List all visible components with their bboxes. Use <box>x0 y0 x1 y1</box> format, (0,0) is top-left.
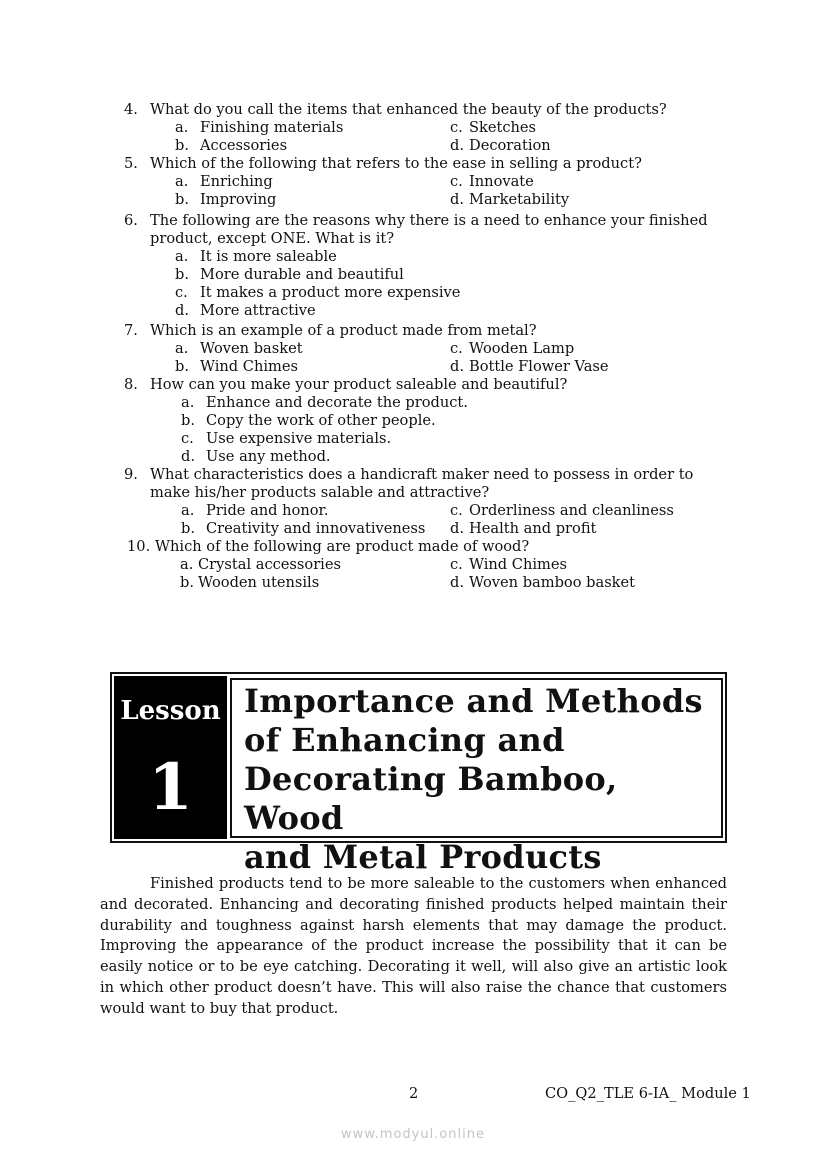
question-number: 9. <box>124 466 138 483</box>
option-letter: d. <box>450 137 464 154</box>
question-number: 7. <box>124 322 138 339</box>
option-text: Pride and honor. <box>206 502 329 519</box>
option-text: Enriching <box>200 173 273 190</box>
option-letter: b. <box>181 412 195 429</box>
question-text: What do you call the items that enhanced the beauty of the products? <box>150 101 667 118</box>
watermark: www.modyul.online <box>340 1127 486 1142</box>
question-number: 4. <box>124 101 138 118</box>
option-letter: c. <box>450 502 463 519</box>
question-text: Which of the following that refers to the ease in selling a product? <box>150 155 642 172</box>
module-code: CO_Q2_TLE 6-IA_ Module 1 <box>545 1085 751 1102</box>
option-text: Woven bamboo basket <box>469 574 636 591</box>
option-text: Creativity and innovativeness <box>206 520 426 537</box>
option-text: Use expensive materials. <box>206 430 392 447</box>
option-text: Wooden Lamp <box>469 340 575 357</box>
question-text: Which is an example of a product made from metal? <box>150 322 537 339</box>
page-number: 2 <box>409 1085 419 1102</box>
question-number: 6. <box>124 212 138 229</box>
option-text: Wind Chimes <box>469 556 567 573</box>
option-text: Wind Chimes <box>200 358 298 375</box>
option-text: Use any method. <box>206 448 331 465</box>
option-letter: b. <box>175 137 189 154</box>
option-letter: d. <box>450 574 464 591</box>
option-letter: a. <box>181 394 195 411</box>
question-text: How can you make your product saleable and beautiful? <box>150 376 568 393</box>
option-letter: a. <box>175 173 189 190</box>
option-text: Improving <box>200 191 277 208</box>
option-letter: b. <box>181 520 195 537</box>
option-text: It makes a product more expensive <box>200 284 461 301</box>
lesson-label: Lesson <box>120 696 221 726</box>
question-number: 10. <box>127 538 151 555</box>
option-text: Finishing materials <box>200 119 344 136</box>
option-letter: b. <box>180 574 194 591</box>
option-letter: a. <box>181 502 195 519</box>
option-text: Bottle Flower Vase <box>469 358 609 375</box>
option-letter: a. <box>175 119 189 136</box>
option-letter: d. <box>450 191 464 208</box>
question-text: make his/her products salable and attractive? <box>150 484 490 501</box>
option-text: Decoration <box>469 137 551 154</box>
option-text: Accessories <box>200 137 288 154</box>
option-text: Sketches <box>469 119 537 136</box>
option-text: Woven basket <box>200 340 303 357</box>
option-letter: d. <box>175 302 189 319</box>
question-text: What characteristics does a handicraft maker need to possess in order to <box>150 466 694 483</box>
question-number: 8. <box>124 376 138 393</box>
lesson-title-line: Decorating Bamboo, Wood <box>244 760 618 837</box>
option-letter: b. <box>175 266 189 283</box>
lesson-title <box>244 682 719 877</box>
option-text: Wooden utensils <box>198 574 320 591</box>
lesson-title-line: and Metal Products <box>244 838 602 876</box>
question-text: Which of the following are product made of wood? <box>155 538 530 555</box>
option-text: Health and profit <box>469 520 597 537</box>
lesson-title-line: Importance and Methods <box>244 682 703 720</box>
lesson-intro-paragraph: Finished products tend to be more saleable to the customers when enhanced and decorated. Enhancing and decorating finished products helped maintain their durability and toughness against harsh elements that may damage the product. Improving the appearance of the product increase the possibility that it can be easily notice or to be eye catching. Decorating it well, will also give an artistic look in which other product doesn’t have. This will also raise the chance that customers would want to buy that product. <box>100 875 727 1017</box>
question-text: product, except ONE. What is it? <box>150 230 395 247</box>
option-letter: a. <box>180 556 194 573</box>
option-letter: b. <box>175 358 189 375</box>
option-letter: c. <box>181 430 194 447</box>
option-letter: d. <box>181 448 195 465</box>
question-text: The following are the reasons why there is a need to enhance your finished <box>150 212 708 229</box>
option-text: More durable and beautiful <box>200 266 404 283</box>
question-number: 5. <box>124 155 138 172</box>
option-text: More attractive <box>200 302 316 319</box>
lesson-title-box <box>230 678 723 876</box>
option-text: It is more saleable <box>200 248 337 265</box>
lesson-label-box <box>114 676 227 839</box>
option-letter: d. <box>450 358 464 375</box>
lesson-number: 1 <box>148 750 193 825</box>
option-letter: c. <box>450 173 463 190</box>
option-text: Innovate <box>469 173 534 190</box>
option-text: Marketability <box>469 191 570 208</box>
option-text: Enhance and decorate the product. <box>206 394 468 411</box>
option-letter: c. <box>450 119 463 136</box>
option-letter: b. <box>175 191 189 208</box>
option-letter: a. <box>175 340 189 357</box>
option-letter: c. <box>450 556 463 573</box>
option-letter: a. <box>175 248 189 265</box>
option-text: Orderliness and cleanliness <box>469 502 674 519</box>
option-letter: d. <box>450 520 464 537</box>
option-letter: c. <box>175 284 188 301</box>
option-text: Crystal accessories <box>198 556 341 573</box>
option-text: Copy the work of other people. <box>206 412 436 429</box>
lesson-title-line: of Enhancing and <box>244 721 565 759</box>
option-letter: c. <box>450 340 463 357</box>
